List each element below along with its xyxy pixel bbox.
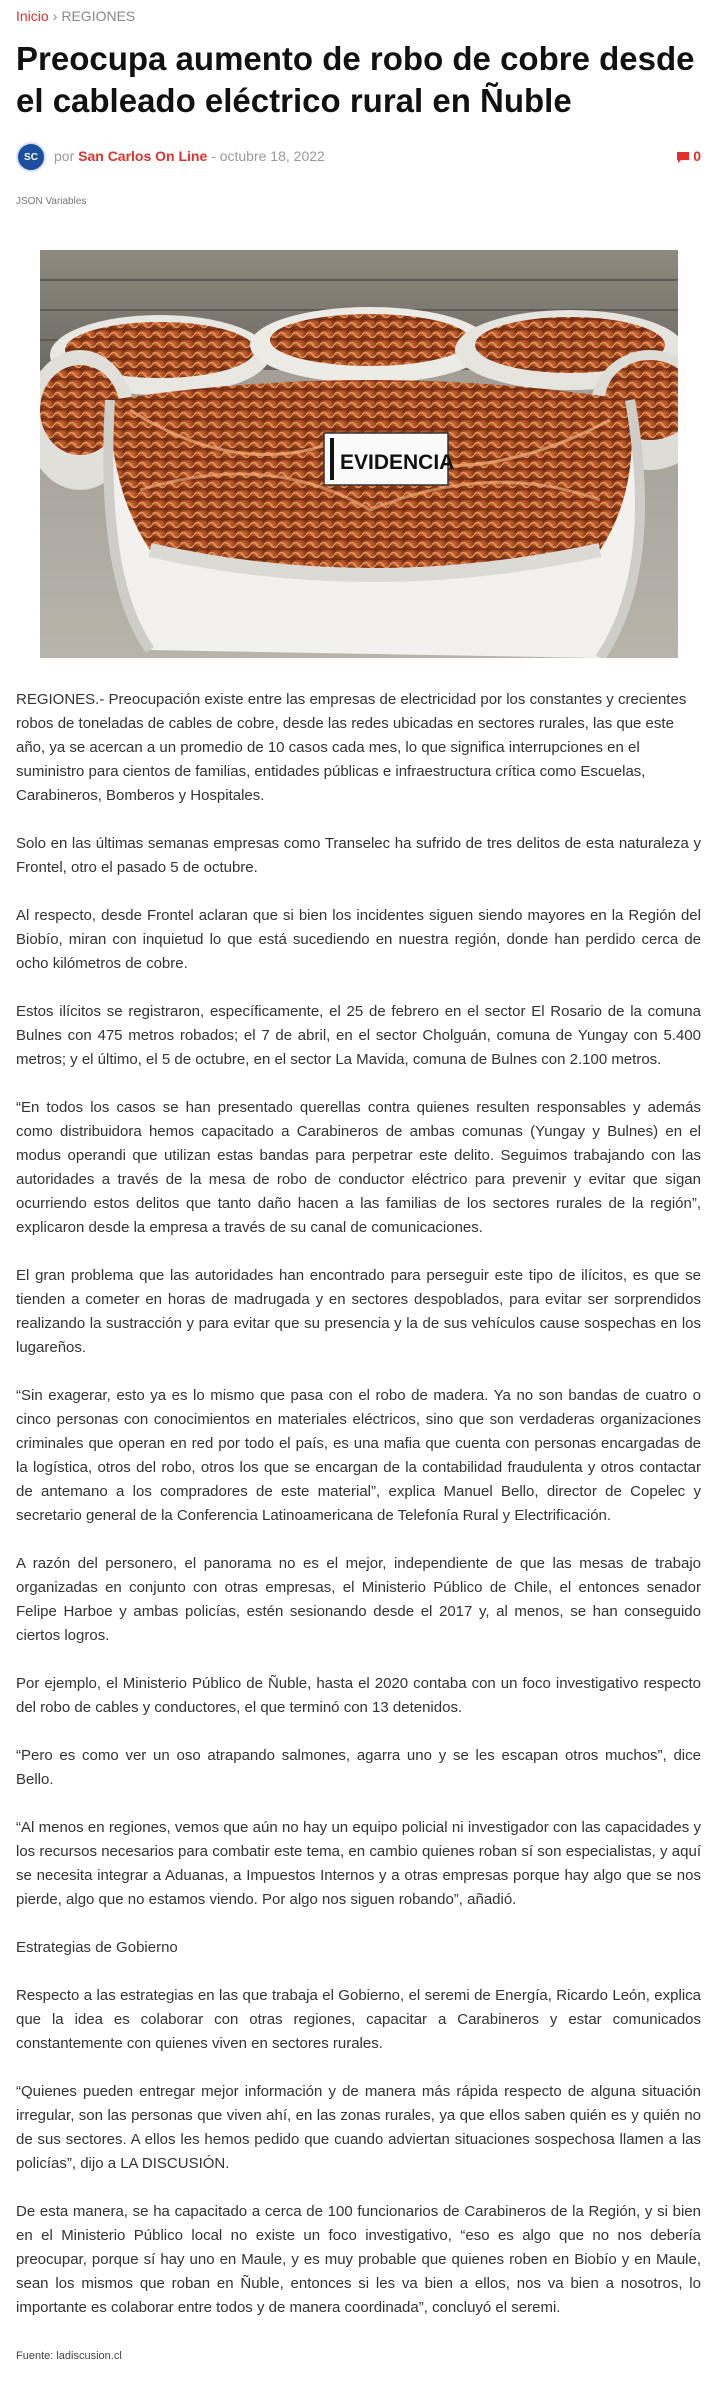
json-variables-tag: JSON Variables bbox=[16, 196, 87, 207]
paragraph: Al respecto, desde Frontel aclaran que si bien los incidentes siguen siendo mayores en la Región del Biobío, miran con inquietud lo que está sucediendo en nuestra región, donde han perdido cerca de ocho kilómetros de cobre. bbox=[16, 907, 701, 972]
comment-icon bbox=[676, 151, 690, 164]
article-title: Preocupa aumento de robo de cobre desde el cableado eléctrico rural en Ñuble bbox=[16, 40, 695, 119]
main-bag bbox=[108, 380, 640, 658]
date-separator: - bbox=[211, 148, 216, 164]
comments-link[interactable] bbox=[676, 148, 701, 164]
breadcrumb-section[interactable]: REGIONES bbox=[61, 8, 136, 24]
paragraph: Solo en las últimas semanas empresas como Transelec ha sufrido de tres delitos de esta naturaleza y Frontel, otro el pasado 5 de octubre. bbox=[16, 835, 701, 876]
evidence-sign-text: EVIDENCIA bbox=[340, 451, 455, 474]
article-meta bbox=[16, 142, 701, 172]
paragraph: De esta manera, se ha capacitado a cerca de 100 funcionarios de Carabineros de la Región, y si bien en el Ministerio Público local no existe un foco investigativo, “eso es algo que no nos debería preocupar, porque sí hay uno en Maule, y es muy probable que quienes roben en Biobío y en Maule, sean los mismos que roban en Ñuble, entonces si les va bien a ellos, nos va bien a nosotros, lo importante es colaborar entre todos y de manera coordinada”, concluyó el seremi. bbox=[16, 2203, 701, 2316]
avatar-text: SC bbox=[24, 151, 38, 163]
publish-date: octubre 18, 2022 bbox=[219, 148, 325, 164]
paragraph: “En todos los casos se han presentado querellas contra quienes resulten responsables y además como distribuidora hemos capacitado a Carabineros de ambas comunas (Yungay y Bulnes) en el modus operandi que utilizan estas bandas para perpetrar este delito. Seguimos trabajando con las autoridades a través de la mesa de robo de conductor eléctrico para prevenir y evitar que sigan ocurriendo estos delitos que tanto daño hacen a las familias de los sectores rurales de la región”, explicaron desde la empresa a través de su canal de comunicaciones. bbox=[16, 1099, 701, 1236]
by-prefix: por bbox=[54, 148, 75, 164]
paragraph: REGIONES.- Preocupación existe entre las empresas de electricidad por los constantes y crecientes robos de toneladas de cables de cobre, desde las redes ubicadas en sectores rurales, las que este año, ya se acercan a un promedio de 10 casos cada mes, lo que significa interrupciones en el suministro para cientos de familias, entidades públicas e infraestructura crítica como Escuelas, Carabineros, Bomberos y Hospitales. bbox=[16, 691, 687, 804]
paragraph: “Sin exagerar, esto ya es lo mismo que pasa con el robo de madera. Ya no son bandas de cuatro o cinco personas con conocimientos en materiales eléctricos, sino que son verdaderas organizaciones criminales que operan en red por todo el país, es una mafia que cuenta con personas encargadas de la logística, otros del robo, otros los que se encargan de la contabilidad fraudulenta y otros contactar de antemano a los compradores de este material”, explica Manuel Bello, director de Copelec y secretario general de la Conferencia Latinoamericana de Telefonía Rural y Electrificación. bbox=[16, 1387, 701, 1524]
paragraph: El gran problema que las autoridades han encontrado para perseguir este tipo de ilícitos, es que se tienden a cometer en horas de madrugada y en sectores despoblados, para evitar ser sorprendidos realizando la sustracción y para evitar que su presencia y la de sus vehículos cause sospechas en los lugareños. bbox=[16, 1267, 701, 1356]
breadcrumb bbox=[16, 8, 135, 24]
paragraph: Por ejemplo, el Ministerio Público de Ñuble, hasta el 2020 contaba con un foco investigativo respecto del robo de cables y conductores, el que terminó con 13 detenidos. bbox=[16, 1675, 701, 1716]
section-heading: Estrategias de Gobierno bbox=[16, 1939, 178, 1956]
article-body bbox=[16, 688, 701, 2392]
paragraph: A razón del personero, el panorama no es el mejor, independiente de que las mesas de trabajo organizadas en conjunto con otras empresas, el Ministerio Público de Chile, el entonces senador Felipe Harboe y ambas policías, estén sesionando desde el 2017 y, al menos, se han conseguido ciertos logros. bbox=[16, 1555, 701, 1644]
paragraph: Respecto a las estrategias en las que trabaja el Gobierno, el seremi de Energía, Ricardo León, explica que la idea es colaborar con otras regiones, capacitar a Carabineros y estar comunicados constantemente con quienes viven en sectores rurales. bbox=[16, 1987, 701, 2052]
paragraph: “Quienes pueden entregar mejor información y de manera más rápida respecto de alguna situación irregular, son las personas que viven ahí, en las zonas rurales, ya que ellos saben quién es y quién no de sus sectores. A ellos les hemos pedido que cuando adviertan situaciones sospechosa llamen a las policías”, dijo a LA DISCUSIÓN. bbox=[16, 2083, 701, 2172]
breadcrumb-separator: › bbox=[52, 8, 58, 24]
copper-cable-photo bbox=[40, 250, 678, 658]
paragraph: “Al menos en regiones, vemos que aún no hay un equipo policial ni investigador con las capacidades y los recursos necesarios para combatir este tema, en cambio quienes roban sí son especialistas, y aquí se necesita integrar a Aduanas, a Impuestos Internos y a otras empresas porque hay algo que se nos pierde, algo que no estamos viendo. Por algo nos siguen robando”, añadió. bbox=[16, 1819, 701, 1908]
paragraph: “Pero es como ver un oso atrapando salmones, agarra uno y se les escapan otros muchos”, dice Bello. bbox=[16, 1747, 701, 1788]
paragraph: Estos ilícitos se registraron, específicamente, el 25 de febrero en el sector El Rosario de la comuna Bulnes con 475 metros robados; el 7 de abril, en el sector Cholguán, comuna de Yungay con 5.400 metros; y el último, el 5 de octubre, en el sector La Mavida, comuna de Bulnes con 2.100 metros. bbox=[16, 1003, 701, 1068]
article-image bbox=[40, 250, 678, 658]
article-source: Fuente: ladiscusion.cl bbox=[16, 2350, 122, 2362]
byline bbox=[54, 148, 325, 164]
evidence-sign bbox=[324, 433, 454, 485]
author-avatar[interactable] bbox=[16, 142, 46, 172]
breadcrumb-home-link[interactable]: Inicio bbox=[16, 8, 49, 24]
comments-count: 0 bbox=[693, 148, 701, 164]
author-link[interactable]: San Carlos On Line bbox=[78, 148, 208, 164]
